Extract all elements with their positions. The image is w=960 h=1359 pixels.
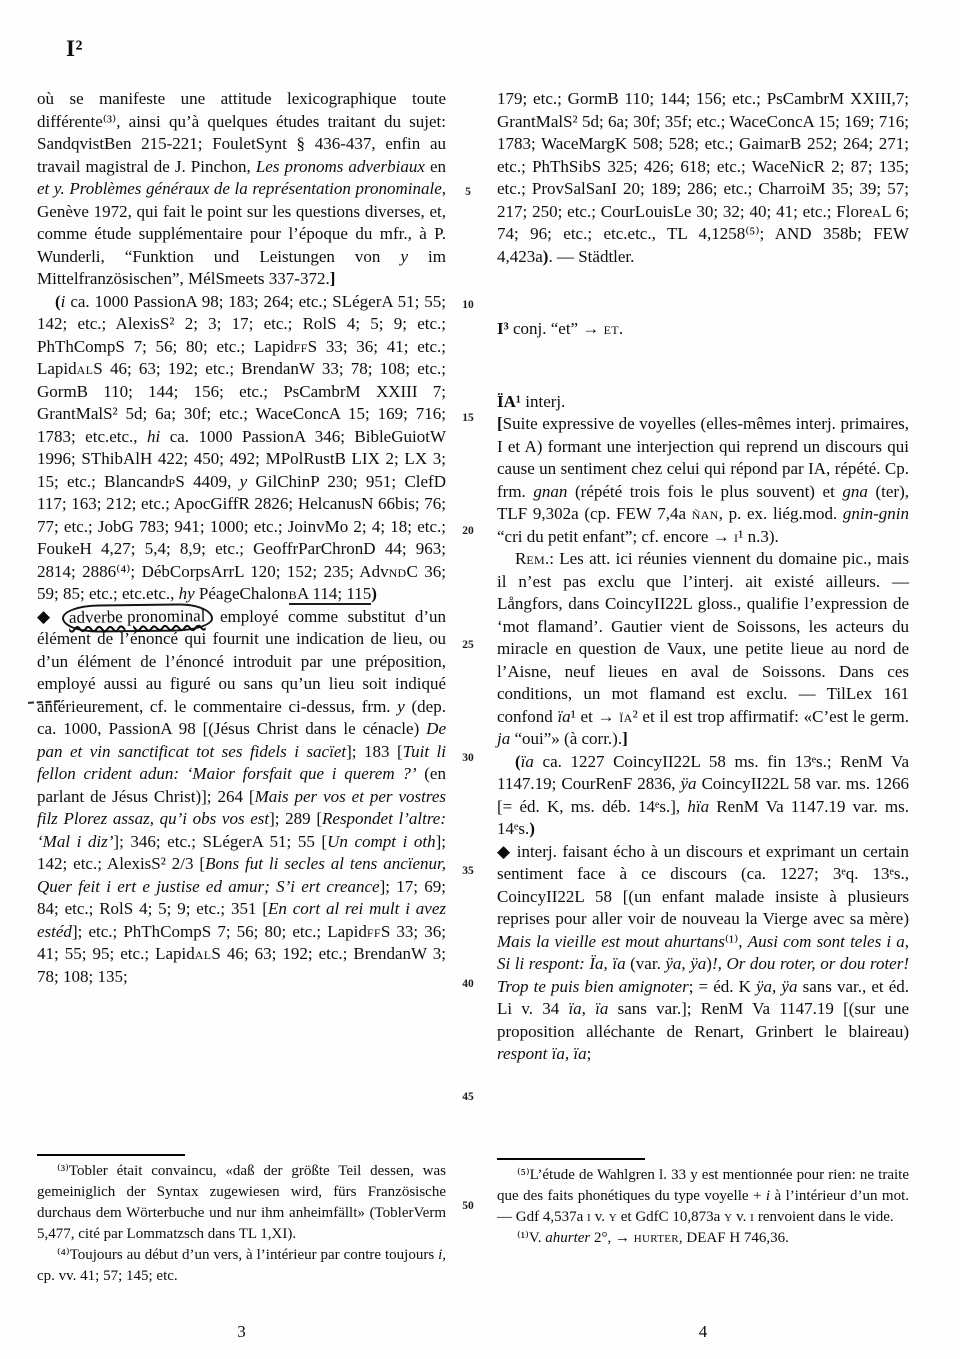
running-head: I²: [66, 36, 83, 61]
left-column-text: [37, 88, 446, 1140]
line-number: 40: [462, 978, 474, 990]
attestations-paragraph: (ïa ca. 1227 CoincyII22L 58 ms. fin 13ᵉs.; RenM Va 1147.19; CourRenF 2836, ÿa CoincyII22L 58 var. ms. 1266 [= éd. K, ms. déb. 14ᵉs.], hïa RenM Va 1147.19 var. ms. 14ᵉs.): [497, 751, 910, 838]
right-footnotes-text: [497, 1165, 909, 1249]
continuation-paragraph: 179; etc.; GormB 110; 144; 156; etc.; PsCambrM XXIII,7; GrantMalS² 5d; 6a; 30f; 35f; etc.; WaceConcA 15; 169; 716; 1783; WaceMargK 508; 528; etc.; GaimarB 252; 264; 271; etc.; PhThSibS 325; 426; 618; etc.; WaceNicR 2; 87; 135; etc.; ProvSalSanI 20; 189; 286; etc.; CharroiM 35; 39; 57; 217; 250; etc.; CourLouisLe 30; 32; 40; 41; etc.; FloreaL 6; 74; 96; etc.; etc.etc., TL 4,1258⁽⁵⁾; AND 358b; FEW 4,423a). — Städtler.: [497, 89, 909, 266]
footnote-3: ⁽³⁾Tobler était convaincu, «daß der größte Teil dessen, was gemeiniglich der Syntax zugewiesen wird, fürs Französische durchaus dem Wörterbuche und nur ihm anheimfällt» (ToblerVerm 5,477, cité par Lommatzsch dans TL 1,XI).: [37, 1163, 446, 1242]
right-column-text: [497, 88, 909, 1144]
line-number: 15: [462, 412, 474, 424]
left-footnotes-text: [37, 1161, 446, 1287]
footnote-1: ⁽¹⁾V. ahurter 2°, → hurter, DEAF H 746,36.: [517, 1230, 789, 1246]
line-number: 30: [462, 752, 474, 764]
line-number: 45: [462, 1091, 474, 1103]
line-number: 35: [462, 865, 474, 877]
etymology-paragraph: [Suite expressive de voyelles (elles-mêmes interj. primaires, I et A) formant une interjection qui reprend un discours qui cause un sentiment chez celui qui répond par IA, répété. Cp. frm. gnan (répété trois fois le plus souvent) et gna (ter), TLF 9,302a (cp. FEW 7,4a ñan, p. ex. liég.mod. gnin-gnin “cri du petit enfant”; cf. encore → i¹ n.3).: [497, 414, 909, 546]
line-number: 10: [462, 299, 474, 311]
definition-paragraph: ◆ interj. faisant écho à un discours et exprimant un certain sentiment face à ce discours (ca. 1227; 3ᵉq. 13ᵉs., CoincyII22L 58 [(un enfant malade insiste à plusieurs reprises pour aller voir de nouveau la Vierge avec sa mère) Mais la vieille est mout ahurtans⁽¹⁾, Ausi com sont teles i a, Si li respont: Ïa, ïa (var. ÿa, ÿa)!, Or dou roter, or dou roter! Trop te puis bien amignoter; = éd. K ÿa, ÿa sans var., et éd. Li v. 34 ïa, ïa sans var.]; RenM Va 1147.19 [(sur une proposition alléchante de Renart, Grinbert le blaireau) respont ïa, ïa;: [497, 841, 910, 1063]
definition-paragraph: ◆ adverbe pronominal employé comme substitut d’un élément de l’énoncé qui fournit une indication de lieu, ou d’un élément de l’énoncé introduit par une préposition, employé aussi au figuré ou sans qu’un lieu soit indiqué antérieurement, cf. le commentaire ci-dessus, frm. y (dep. ca. 1000, PassionA 98 [(Jésus Christ dans le cénacle) De pan et vin sanctificat tot ses fidels i sacïet]; 183 [Tuit li fellon crident adun: ‘Maior forsfait que i querem ?’ (en parlant de Jésus Christ)]; 264 [Mais per vos et per vostres filz Plorez assaz, qu’i obs vos est]; 289 [Respondet l’altre: ‘Mal i diz’]; 346; etc.; SLégerA 51; 55 [Un compt i oth]; 142; etc.; AlexisS² 2/3 [Bons fut li secles al tens ancïenur, Quer feit i ert e justise ed amur; S’i ert creance]; 17; 69; 84; etc.; RolS 4; 5; 9; etc.; 351 [En cort al rei mult i avez estéd]; etc.; PhThCompS 7; 56; 80; etc.; LapidffS 33; 36; 41; 55; 95; etc.; LapidalS 46; 63; 192; etc.; BrendanW 3; 78; 108; 135;: [37, 606, 446, 989]
entry-i3: I³ conj. “et” → et.: [497, 319, 624, 338]
footnote-4: ⁽⁴⁾Toujours au début d’un vers, à l’intérieur par contre toujours i, cp. vv. 41; 57; 145; etc.: [37, 1247, 446, 1284]
left-column: [37, 88, 446, 1287]
line-number: 5: [465, 186, 471, 198]
footnote-rule: [37, 1154, 185, 1156]
continuation-paragraph: où se manifeste une attitude lexicographique toute différente⁽³⁾, ainsi qu’à quelques études traitant du sujet: SandqvistBen 215-221; FouletSynt § 436-437, enfin au travail magistral de J. Pinchon, Les pronoms adverbiaux en et y. Problèmes généraux de la représentation pronominale, Genève 1972, qui fait le point sur les questions diverses, et, comme étude supplémentaire pour l’époque du mfr., à P. Wunderli, “Funktion und Leistungen von y im Mittelfranzösischen”, MélSmeets 337-372.]: [37, 89, 447, 288]
footnote-rule: [497, 1158, 645, 1160]
right-footnotes: [497, 1158, 909, 1249]
remark-paragraph: Rem.: Les att. ici réunies viennent du domaine pic., mais il n’est pas exclu que l’interj. ait existé ailleurs. — Långfors, dans CoincyII22L gloss., qualifie l’expression de ‘mot flamand’. Gautier vient de Soissons, les acteurs du miracle en question de Vaux, une petite lieue au nord de l’Aisne, neuf lieues en aval de Soissons. Dans ces conditions, un mot flamand est exclu. — TilLex 161 confond ïa¹ et → ïa² et il est trop affirmatif: «C’est le germ. ja “oui”» (à corr.).]: [497, 549, 909, 748]
line-number: 25: [462, 639, 474, 651]
headword-ia1: ÏA¹ interj.: [497, 391, 566, 411]
right-column: [497, 88, 909, 1249]
attestations-paragraph: (i ca. 1000 PassionA 98; 183; 264; etc.; SLégerA 51; 55; 142; etc.; AlexisS² 2; 3; 17; etc.; RolS 4; 5; 9; etc.; PhThCompS 7; 56; 80; etc.; LapidffS 33; 36; 41; etc.; LapidalS 46; 63; 192; etc.; BrendanW 33; 78; 108; etc.; GormB 110; 144; 156; etc.; PsCambrM XXIII 7; GrantMalS² 5d; 6a; 30f; etc.; WaceConcA 15; 169; 716; 1783; etc.etc., hi ca. 1000 PassionA 346; BibleGuiotW 1996; SThibAlH 422; 450; 492; MPolRustB LIX 2; LX 3; 15; etc.; BlancandpS 4409, y GilChinP 230; 951; ClefD 117; 163; 212; etc.; ApocGiffR 2826; HelcanusN 66bis; 76; 77; etc.; JobG 783; 941; 1000; etc.; JoinvMo 2; 4; 18; etc.; FoukeH 4,27; 5,4; 8,9; etc.; GeoffrParChronD 44; 963; 2814; 2886⁽⁴⁾; DébCorpsArrL 120; 152; 235; AdvndC 36; 59; 85; etc.; etc.etc., hy PéageChalonbA 114; 115): [37, 291, 447, 603]
footnote-5: ⁽⁵⁾L’étude de Wahlgren l. 33 y est mentionnée pour rien: ne traite que des faits phonétiques du type voyelle + i à l’intérieur d’un mot. — Gdf 4,537a i v. y et GdfC 10,873a y v. i renvoient dans le vide.: [497, 1167, 909, 1225]
page-number-right: 4: [698, 1322, 708, 1341]
line-number: 50: [462, 1200, 474, 1212]
left-footnotes: [37, 1154, 446, 1287]
page-number-left: 3: [237, 1322, 246, 1341]
line-number: 20: [462, 525, 474, 537]
